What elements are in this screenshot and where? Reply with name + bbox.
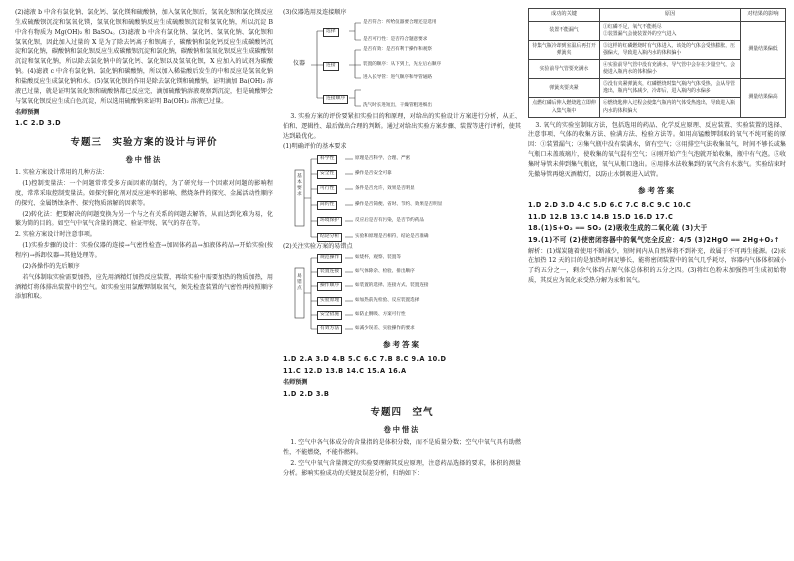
diagram-root: 仪器 [293, 59, 306, 67]
table-cell: 测量结果偏高 [741, 79, 786, 117]
diagram-leaf: 装置的顺序：从下到上，先左后右顺序 [363, 61, 442, 67]
error-points-diagram [283, 252, 521, 334]
sub-title: 卷中惜法 [125, 154, 163, 164]
section-title: 专题三 实验方案的设计与评价 [70, 137, 218, 149]
paragraph: 1. 实验方案设计常用的几种方法： [15, 169, 109, 177]
diagram-leaf: 洗气时长进短出，干燥管粗进细出 [363, 102, 432, 108]
table-cell: 点燃红磷后伸入燃烧匙立即伸入集气瓶中 [529, 98, 600, 117]
paragraph: 2. 实验方案设计时注意事项。 [15, 231, 96, 239]
diagram-node: 连接顺序 [323, 95, 348, 104]
paragraph: 3. 氧气的实验室制取方法，包括选用的药品、化学反应原理、反应装置、实验装置的选择、注意事项、气体的收集方法、验满方法、检验方法等。如用高锰酸钾制取的氧气不纯可能的原因：①装置漏气；②集气瓶中没有装满水，留有空气；③用排空气法收集氧气，时间不够长或集气瓶口未盖玻璃片，使收集的氧气混有空气；④刚开始产生气泡就开始收集，瓶中有气泡。⑤收集时导管未伸到集气瓶底，氧气从瓶口逸出。⑥用排水法收集到的氧气含有水蒸气。实验结束时先撤导管再熄灭酒精灯，以防止水倒吸进入试管。 [528, 121, 786, 178]
answers-line: 1.D 2.D 3.D 4.C 5.D 6.C 7.C 8.C 9.C 10.C [528, 200, 692, 209]
diagram-leaf: 是否符合：所给仪器要合理还是选用 [363, 19, 437, 25]
diagram-leaf: 实验和原理是否相符，结论是否准确 [355, 234, 429, 240]
diagram-lines [283, 152, 521, 242]
diagram-node: 连接 [323, 62, 339, 71]
paragraph: 1. 空气中各气体成分的含量指的是体积分数，而不是质量分数；空气中氧气具有助燃性，不能燃烧，不能作燃料。 [283, 439, 521, 457]
diagram-leaf: 操作是否简便、省时、节约、效果是否明显 [355, 202, 443, 208]
diagram-leaf: 条件是否允许，效果是否明显 [355, 186, 415, 192]
answers-line: 1.D 2.A 3.D 4.B 5.C 6.C 7.B 8.C 9.A 10.D [283, 355, 447, 364]
table-header: 成功的关键 [529, 9, 600, 22]
diagram-node: 实验原理 [317, 297, 342, 306]
reference-answers-title: 参考答案 [638, 185, 676, 195]
diagram-leaf: 操作是否安全可靠 [355, 171, 392, 177]
diagram-title: (2)关注实验方案的易错点 [283, 243, 353, 251]
diagram-node: 装置连接 [317, 268, 342, 277]
table-cell: ③这样的红磷燃烧时有气体进入，该处的气体会受热膨胀，压强偏大，导致进入瓶内水的体积偏小 [600, 40, 741, 59]
table-cell: 装置不能漏气 [529, 21, 600, 40]
paragraph: 3. 实验方案的评价要紧扣实验目的和原理，对给出的实验设计方案进行分析，从正、伯和、逻辑性、最后做出合理的判断。通过对给出实验方案步骤、装置等进行评析，使其达到最优化。 [283, 112, 521, 140]
column-left [15, 8, 273, 303]
paragraph: (1)控制变量法：一个问题常常受多方面因素的制约，为了研究每一个因素对问题的影响程度，常常采取控制变量法。如探究催化剂对反应速率的影响、燃烧条件的探究、金属活动性顺序的探究、金属锈蚀条件、探究物质溶解的因素等。 [15, 180, 273, 207]
table-cell: ④实验前导气管中没有充满水，导气管中会存在少量空气，会使进入瓶内水的体积偏小 [600, 59, 741, 78]
diagram-leaf: 如装置的选择、连接方式、装置连接 [355, 283, 429, 289]
table-cell: 待集气瓶冷却到室温后再打开弹簧夹 [529, 40, 600, 59]
paragraph: (2)转化法：把要解决的问题变换为另一个与之有关系的问题去解答，从而达到化难为易，化繁为简的目的。如空气中氧气含量的测定、验证甲烷、氧气的存在等。 [15, 210, 273, 228]
paragraph: (1)实验步骤的设计：实验仪器的连接→气密性检查→加固体药品→加液体药品→开始实验(按程序)→拆卸仪器→其他处理等。 [15, 242, 273, 260]
reason-text: ①红磷不足，氧气不能耗尽 [603, 23, 662, 30]
prediction-answers: 1.D 2.D 3.B [283, 389, 330, 398]
table-cell [600, 21, 741, 40]
diagram-leaf: 如烧杯，观察、装置等 [355, 255, 401, 261]
diagram-leaf: 如减少误差、实验操作的要求 [355, 326, 415, 332]
paragraph: (2)滤液 b 中含有氯化钠、氯化钙、氯化镁和硫酸钠，加入氢氧化钡后，氢氧化钡和氯化镁反应生成硫酸钡沉淀和氢氧化镁，氢氧化钡和硫酸钠反应生成硫酸钡沉淀和氢氧化钠，所以沉淀 B 中含有物质为 Mg(OH)₂ 和 BaSO₄。(3)滤液 b 中含有氯化钠、氯化钙、氢氧化钠、氯化钡和氢氧化钡，因此加入过量的 X 是为了除去钙离子和钡离子，碳酸钠和氯化钙反应生成碳酸钙沉淀和氯化钠，碳酸钠和氯化钡反应生成碳酸钡沉淀和氯化钠，碳酸钠和氢氧化钡反应生成碳酸钡沉淀和氢氧化钠，所以除去氯化钠中的氯化钙、氯化钡以及氢氧化钡，X 应加入的试剂为碳酸钠。(4)滤液 c 中含有氯化钠、氯化钠和碳酸钠，所以加入稀盐酸后发生的中和反应是氢氧化钠和盐酸反应生成氯化钠和水。(5)氢氧化钡的作用是除去氯化镁和硫酸钠，证明滴加 Ba(OH)₂ 溶液已过量，就是证明氢氧化钡和硫酸钠都已反应完，滴加硫酸钠溶液观察到沉淀，但是硫酸钾会与氢氧化钡反应生成白色沉淀，所以选用硫酸钠来证明 Ba(OH)₂ 溶液已过量。 [15, 9, 273, 105]
prediction-answers: 1.C 2.D 3.D [15, 119, 62, 128]
prediction-label: 名师预测 [283, 378, 308, 386]
table-cell: ⑤没有夹紧弹簧夹，红磷燃烧时集气瓶内气体受热，会从导管逸出，瓶内气体减少，冷却后，进入瓶内的水偏多 [600, 79, 741, 98]
answers-line: 18.(1)S+O₂ ══ SO₂ (2)吸收生成的二氧化硫 (3)大于 [528, 224, 708, 233]
diagram-root: 易错点 [297, 274, 302, 291]
diagram-title: (3)仪器选用及连接顺序 [283, 9, 347, 16]
error-analysis-table [528, 8, 786, 118]
table-cell: 弹簧夹要夹紧 [529, 79, 600, 98]
analysis-paragraph: 解析：(1)煤炭随着使用不断减少，短时间内从自然界将不到补充，故属于不可再生能源。(2)汞在加热 12 天的目的是加热时间足够长，能将密闭装置中的氧气几乎耗尽，容器内气体体积减小了约五分之一，剩余气体约占原气体总体积的五分之四。(3)将红色粉末加强热可生成初始物质，其反应为氧化汞受热分解为汞和氧气。 [528, 247, 786, 285]
diagram-root: 基本要求 [297, 174, 302, 197]
diagram-lines [283, 252, 521, 334]
diagram-leaf: 是否有效：是否有利于操作和观察 [363, 46, 432, 52]
table-header: 原因 [600, 9, 741, 22]
answers-line: 11.D 12.B 13.C 14.B 15.D 16.D 17.C [528, 212, 674, 221]
table-cell: ⑥燃烧匙伸入过程会使集气瓶内的气体受热逸出，导致进入瓶内水的体积偏大 [600, 98, 741, 117]
diagram-leaf: 原理是否科学、合理、严密 [355, 156, 411, 162]
diagram-leaf: 反应后是否有污染，是否节约药品 [355, 218, 424, 224]
paragraph: 2. 空气中氧气含量测定的实验要理解其反应原理，注意药品选择的要求，体积的测量分析。影响实验成功的关键及误差分析，归纳如下： [283, 459, 521, 477]
diagram-leaf: 如气体除杂、检验、排出顺序 [355, 269, 415, 275]
column-middle [283, 8, 521, 480]
evaluation-diagram [283, 152, 521, 242]
paragraph: (2)各操作的先后顺序 [22, 262, 80, 270]
diagram-node: 操作顺序 [317, 282, 342, 291]
diagram-node: 安全性 [317, 170, 337, 179]
reference-answers-title: 参考答案 [383, 340, 421, 350]
diagram-leaf: 如防止倒吸、方案可行性 [355, 312, 406, 318]
diagram-node: 规范操作 [317, 254, 342, 263]
table-row [529, 21, 786, 40]
diagram-node: 选择 [323, 28, 339, 37]
diagram-leaf: 是否可行性：是否符合题意要求 [363, 36, 428, 42]
diagram-node: 环境保护 [317, 217, 342, 226]
diagram-leaf: 如加热前先检验、反应装置选择 [355, 298, 420, 304]
prediction-label: 名师预测 [15, 108, 40, 116]
diagram-node: 科学性 [317, 155, 337, 164]
table-cell: 测量结果偏低 [741, 21, 786, 79]
diagram-node: 结论分析 [317, 233, 342, 242]
sub-title: 卷中惜法 [383, 424, 421, 434]
diagram-node: 安全措施 [317, 311, 342, 320]
diagram-node: 简约性 [317, 201, 337, 210]
table-header: 对结果的影响 [741, 9, 786, 22]
answers-line: 11.C 12.D 13.B 14.C 15.A 16.A [283, 366, 407, 375]
reason-text: ②装置漏气会使装置外的空气进入 [603, 30, 677, 37]
table-header-row [529, 9, 786, 22]
table-row [529, 79, 786, 98]
instrument-diagram [283, 18, 521, 112]
paragraph: 若气体制取实验需要加热，应先用酒精灯加热反应装置，再给实验中需要加热的物质加热，用酒精灯将体排出装置中的空气。如实验室用氯酸钾制取氧气，须先检查装置的气密性再按照顺序添加和取。 [15, 273, 273, 301]
column-right [528, 8, 786, 287]
diagram-node: 可行性 [317, 185, 337, 194]
answers-line: 19.(1)不可 (2)使密闭容器中的氧气完全反应：4/5 (3)2HgO ══ 2Hg+O₂↑ [528, 235, 780, 244]
diagram-node: 有效方法 [317, 325, 342, 334]
table-cell: 实验前导气管要充满水 [529, 59, 600, 78]
diagram-title: (1)明确评价的基本要求 [283, 143, 347, 151]
section-title: 专题四 空气 [370, 407, 434, 419]
diagram-leaf: 进入长导管：进气顺序和导管通路 [363, 74, 432, 80]
